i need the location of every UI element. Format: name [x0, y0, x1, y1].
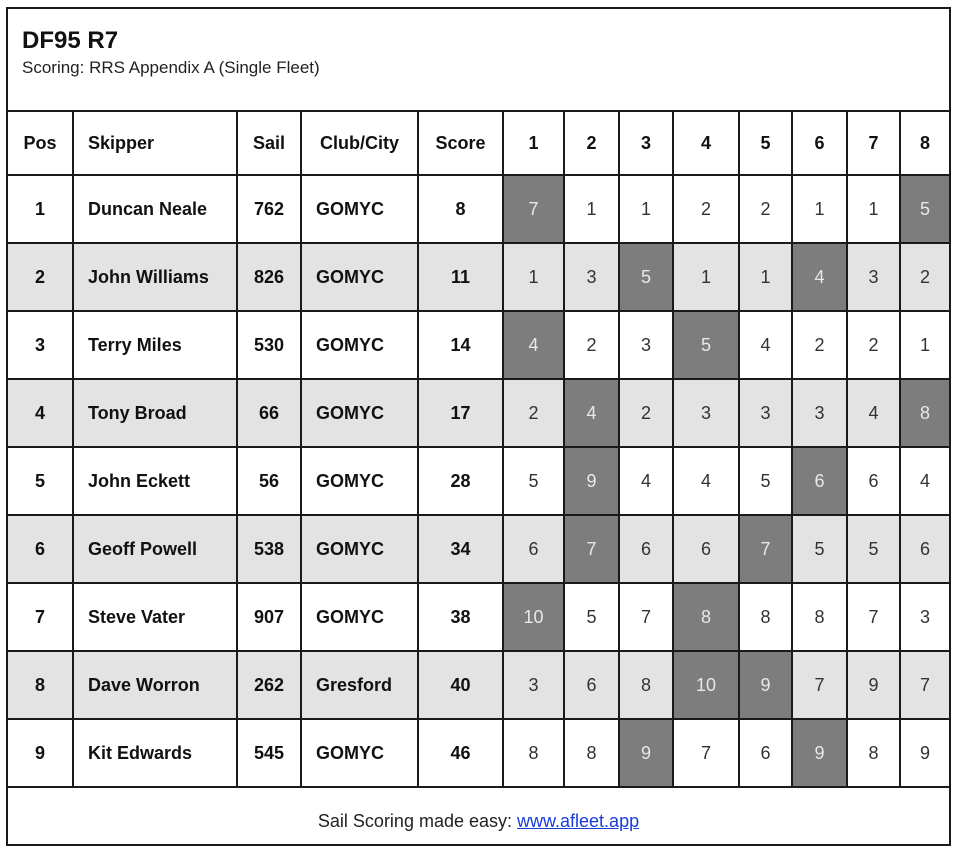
race-score-cell: 3	[619, 311, 673, 379]
table-row	[8, 175, 949, 243]
sail-number-cell: 545	[237, 719, 301, 787]
position-cell: 2	[8, 243, 73, 311]
race-score-cell: 4	[673, 447, 739, 515]
race-score-cell: 3	[847, 243, 900, 311]
skipper-cell: John Eckett	[73, 447, 237, 515]
race-score-discarded: 5	[900, 175, 949, 243]
race-score-cell: 6	[564, 651, 619, 719]
race-score-cell: 6	[739, 719, 792, 787]
table-row	[8, 583, 949, 651]
race-score-cell: 3	[739, 379, 792, 447]
race-score-cell: 1	[900, 311, 949, 379]
race-score-cell: 6	[619, 515, 673, 583]
race-score-cell: 2	[619, 379, 673, 447]
table-row	[8, 243, 949, 311]
race-score-discarded: 9	[564, 447, 619, 515]
race-score-cell: 3	[792, 379, 847, 447]
table-row	[8, 311, 949, 379]
race-score-cell: 7	[847, 583, 900, 651]
table-row	[8, 651, 949, 719]
sail-number-cell: 762	[237, 175, 301, 243]
score-cell: 34	[418, 515, 503, 583]
results-body	[8, 175, 949, 787]
race-score-cell: 1	[792, 175, 847, 243]
club-cell: GOMYC	[301, 447, 418, 515]
skipper-cell: Terry Miles	[73, 311, 237, 379]
table-row	[8, 447, 949, 515]
race-score-cell: 5	[792, 515, 847, 583]
position-cell: 8	[8, 651, 73, 719]
position-cell: 1	[8, 175, 73, 243]
position-cell: 7	[8, 583, 73, 651]
race-score-cell: 1	[564, 175, 619, 243]
skipper-cell: Duncan Neale	[73, 175, 237, 243]
race-score-discarded: 10	[503, 583, 564, 651]
race-score-cell: 3	[564, 243, 619, 311]
race-score-cell: 8	[792, 583, 847, 651]
race-score-cell: 3	[900, 583, 949, 651]
race-score-cell: 5	[739, 447, 792, 515]
race-score-cell: 7	[792, 651, 847, 719]
race-score-cell: 6	[847, 447, 900, 515]
club-cell: GOMYC	[301, 175, 418, 243]
page-title: DF95 R7	[22, 27, 119, 54]
position-cell: 5	[8, 447, 73, 515]
race-score-discarded: 7	[564, 515, 619, 583]
race-score-discarded: 6	[792, 447, 847, 515]
race-score-cell: 7	[619, 583, 673, 651]
race-score-discarded: 4	[564, 379, 619, 447]
race-score-discarded: 7	[739, 515, 792, 583]
race-score-cell: 8	[503, 719, 564, 787]
sail-number-cell: 66	[237, 379, 301, 447]
race-score-cell: 5	[503, 447, 564, 515]
race-score-cell: 5	[564, 583, 619, 651]
skipper-cell: Geoff Powell	[73, 515, 237, 583]
sail-number-cell: 56	[237, 447, 301, 515]
column-header: 2	[564, 112, 619, 175]
race-score-discarded: 9	[619, 719, 673, 787]
sail-number-cell: 262	[237, 651, 301, 719]
column-header: Skipper	[73, 112, 237, 175]
race-score-cell: 3	[503, 651, 564, 719]
race-score-cell: 2	[847, 311, 900, 379]
race-score-cell: 7	[673, 719, 739, 787]
sail-number-cell: 538	[237, 515, 301, 583]
position-cell: 6	[8, 515, 73, 583]
score-cell: 11	[418, 243, 503, 311]
score-cell: 17	[418, 379, 503, 447]
column-header: 5	[739, 112, 792, 175]
skipper-cell: Steve Vater	[73, 583, 237, 651]
table-header-row	[8, 112, 949, 175]
skipper-cell: Kit Edwards	[73, 719, 237, 787]
column-header: 6	[792, 112, 847, 175]
column-header: Sail	[237, 112, 301, 175]
club-cell: GOMYC	[301, 243, 418, 311]
race-score-cell: 4	[900, 447, 949, 515]
race-score-discarded: 9	[792, 719, 847, 787]
race-score-cell: 2	[739, 175, 792, 243]
club-cell: GOMYC	[301, 379, 418, 447]
race-score-discarded: 8	[900, 379, 949, 447]
scoring-subtitle: Scoring: RRS Appendix A (Single Fleet)	[22, 58, 320, 77]
race-score-discarded: 4	[503, 311, 564, 379]
club-cell: GOMYC	[301, 311, 418, 379]
column-header: 7	[847, 112, 900, 175]
race-score-cell: 7	[900, 651, 949, 719]
table-row	[8, 515, 949, 583]
score-cell: 14	[418, 311, 503, 379]
race-score-cell: 8	[564, 719, 619, 787]
race-score-cell: 6	[673, 515, 739, 583]
results-table	[8, 112, 949, 788]
race-score-cell: 2	[900, 243, 949, 311]
club-cell: GOMYC	[301, 583, 418, 651]
race-score-cell: 6	[503, 515, 564, 583]
race-score-discarded: 8	[673, 583, 739, 651]
score-cell: 8	[418, 175, 503, 243]
race-score-cell: 1	[847, 175, 900, 243]
score-cell: 38	[418, 583, 503, 651]
sail-number-cell: 826	[237, 243, 301, 311]
race-score-cell: 1	[503, 243, 564, 311]
results-sheet	[6, 7, 951, 846]
race-score-cell: 8	[739, 583, 792, 651]
footer	[8, 788, 949, 852]
table-row	[8, 719, 949, 787]
race-score-cell: 9	[900, 719, 949, 787]
skipper-cell: Dave Worron	[73, 651, 237, 719]
results-header	[8, 9, 949, 112]
race-score-cell: 5	[847, 515, 900, 583]
column-header: Pos	[8, 112, 73, 175]
race-score-cell: 2	[792, 311, 847, 379]
race-score-cell: 4	[619, 447, 673, 515]
race-score-discarded: 4	[792, 243, 847, 311]
column-header: 4	[673, 112, 739, 175]
position-cell: 4	[8, 379, 73, 447]
column-header: 1	[503, 112, 564, 175]
race-score-cell: 6	[900, 515, 949, 583]
race-score-cell: 4	[739, 311, 792, 379]
skipper-cell: Tony Broad	[73, 379, 237, 447]
table-row	[8, 379, 949, 447]
column-header: 3	[619, 112, 673, 175]
column-header: 8	[900, 112, 949, 175]
race-score-cell: 1	[739, 243, 792, 311]
score-cell: 28	[418, 447, 503, 515]
score-cell: 46	[418, 719, 503, 787]
skipper-cell: John Williams	[73, 243, 237, 311]
race-score-cell: 2	[503, 379, 564, 447]
race-score-discarded: 7	[503, 175, 564, 243]
column-header: Club/City	[301, 112, 418, 175]
race-score-discarded: 10	[673, 651, 739, 719]
position-cell: 9	[8, 719, 73, 787]
club-cell: GOMYC	[301, 719, 418, 787]
club-cell: Gresford	[301, 651, 418, 719]
race-score-cell: 2	[673, 175, 739, 243]
score-cell: 40	[418, 651, 503, 719]
sail-number-cell: 907	[237, 583, 301, 651]
afleet-link[interactable]: www.afleet.app	[517, 811, 640, 831]
race-score-discarded: 5	[619, 243, 673, 311]
race-score-discarded: 5	[673, 311, 739, 379]
column-header: Score	[418, 112, 503, 175]
race-score-cell: 1	[619, 175, 673, 243]
race-score-cell: 8	[619, 651, 673, 719]
race-score-cell: 3	[673, 379, 739, 447]
race-score-cell: 2	[564, 311, 619, 379]
sail-number-cell: 530	[237, 311, 301, 379]
race-score-cell: 1	[673, 243, 739, 311]
footer-text: Sail Scoring made easy:	[317, 811, 518, 831]
position-cell: 3	[8, 311, 73, 379]
race-score-cell: 8	[847, 719, 900, 787]
race-score-cell: 4	[847, 379, 900, 447]
club-cell: GOMYC	[301, 515, 418, 583]
race-score-discarded: 9	[739, 651, 792, 719]
race-score-cell: 9	[847, 651, 900, 719]
